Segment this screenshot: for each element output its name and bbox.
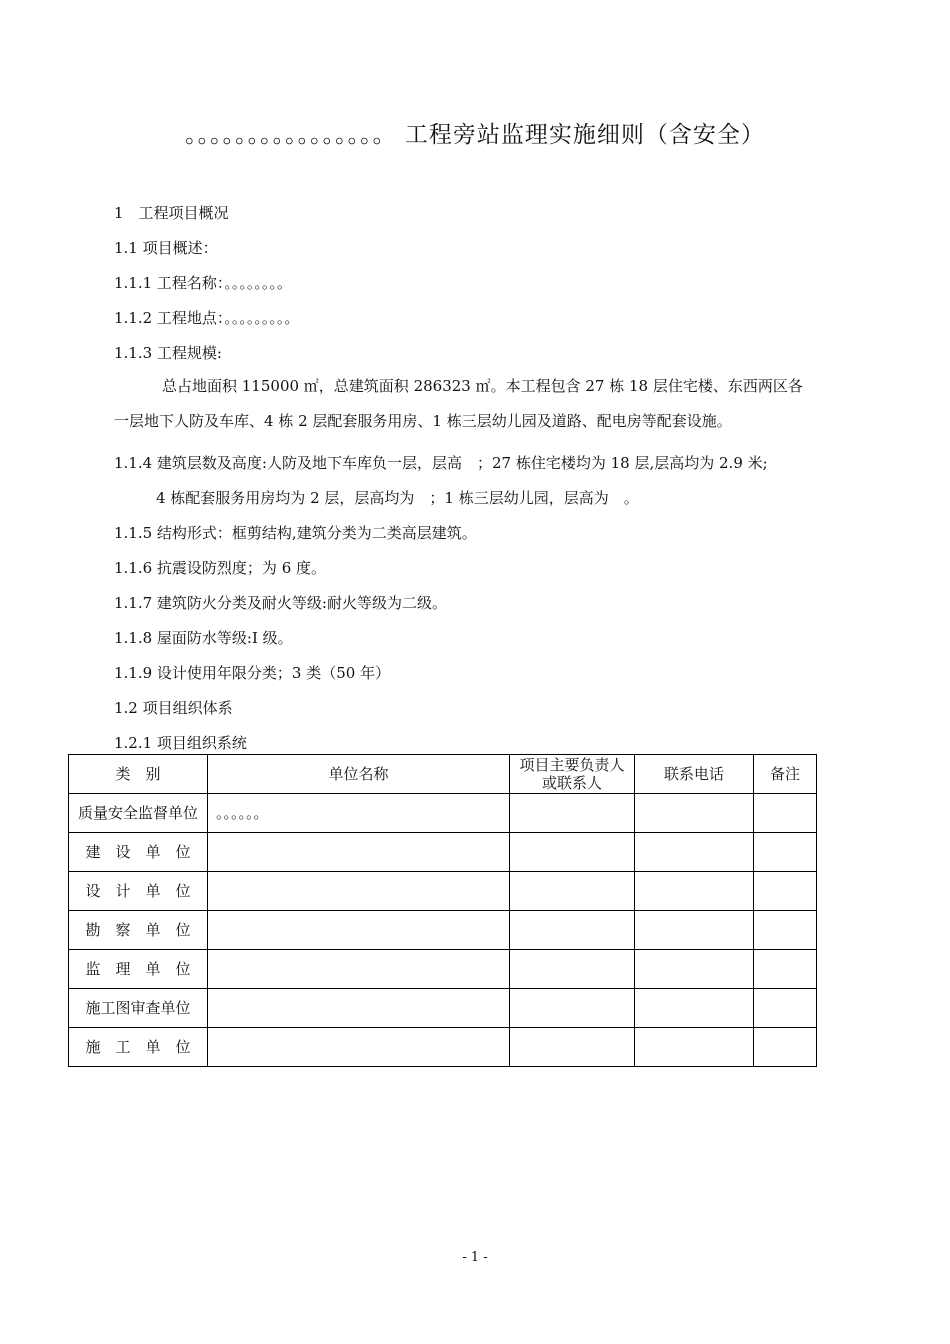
unit-name-cell	[208, 989, 510, 1028]
fire-rating: 1.1.7 建筑防火分类及耐火等级:耐火等级为二级。	[114, 594, 447, 612]
remarks-cell	[754, 911, 817, 950]
phone-cell	[635, 794, 754, 833]
project-scale-text-1: 总占地面积 115000 ㎡，总建筑面积 286323 ㎡。本工程包含 27 栋 18 层住宅楼、东西两区各	[162, 377, 803, 395]
table-row	[69, 950, 817, 989]
org-system-heading: 1.2 项目组织体系	[114, 699, 233, 717]
contact-cell	[510, 833, 635, 872]
header-category: 类 别	[69, 755, 208, 794]
category-cell: 施工图审查单位	[69, 989, 208, 1028]
project-scale-text-2: 一层地下人防及车库、4 栋 2 层配套服务用房、1 栋三层幼儿园及道路、配电房等配套设施。	[114, 412, 732, 430]
table-row	[69, 1028, 817, 1067]
header-phone: 联系电话	[635, 755, 754, 794]
contact-cell	[510, 911, 635, 950]
contact-cell	[510, 989, 635, 1028]
category-cell: 建 设 单 位	[69, 833, 208, 872]
project-name: 1.1.1 工程名称：。。。。。。。。	[114, 274, 292, 292]
building-height-2: 4 栋配套服务用房均为 2 层，层高均为 ；1 栋三层幼儿园，层高为 。	[156, 489, 639, 507]
table-row	[69, 911, 817, 950]
phone-cell	[635, 911, 754, 950]
phone-cell	[635, 950, 754, 989]
contact-cell	[510, 794, 635, 833]
building-height-1: 1.1.4 建筑层数及高度:人防及地下车库负一层，层高 ；27 栋住宅楼均为 18 层,层高均为 2.9 米;	[114, 454, 768, 472]
contact-cell	[510, 1028, 635, 1067]
subsection-heading: 1.1 项目概述：	[114, 239, 218, 257]
header-unit-name: 单位名称	[208, 755, 510, 794]
unit-name-cell	[208, 1028, 510, 1067]
category-cell: 监 理 单 位	[69, 950, 208, 989]
org-system-subheading: 1.2.1 项目组织系统	[114, 734, 247, 752]
unit-name-cell	[208, 872, 510, 911]
remarks-cell	[754, 794, 817, 833]
remarks-cell	[754, 833, 817, 872]
table-header-row	[69, 755, 817, 794]
page-number: - 1 -	[462, 1250, 488, 1265]
project-organization-table	[68, 754, 817, 1067]
table-row	[69, 872, 817, 911]
project-location: 1.1.2 工程地点：。。。。。。。。。	[114, 309, 300, 327]
category-cell: 质量安全监督单位	[69, 794, 208, 833]
remarks-cell	[754, 1028, 817, 1067]
table-row	[69, 794, 817, 833]
unit-name-cell: 。。。。。。	[208, 794, 510, 833]
phone-cell	[635, 872, 754, 911]
phone-cell	[635, 833, 754, 872]
unit-name-cell	[208, 833, 510, 872]
unit-name-cell	[208, 950, 510, 989]
section-heading: 1 工程项目概况	[114, 204, 229, 222]
structure-type: 1.1.5 结构形式：框剪结构,建筑分类为二类高层建筑。	[114, 524, 477, 542]
roof-waterproof-grade: 1.1.8 屋面防水等级:Ⅰ 级。	[114, 629, 293, 647]
category-cell: 设 计 单 位	[69, 872, 208, 911]
remarks-cell	[754, 950, 817, 989]
unit-name-cell	[208, 911, 510, 950]
remarks-cell	[754, 872, 817, 911]
header-contact-person: 项目主要负责人或联系人	[510, 755, 635, 794]
phone-cell	[635, 989, 754, 1028]
category-cell: 勘 察 单 位	[69, 911, 208, 950]
document-title: 。。。。。。。。。。。。。。。。 工程旁站监理实施细则（含安全）	[185, 122, 765, 148]
phone-cell	[635, 1028, 754, 1067]
remarks-cell	[754, 989, 817, 1028]
contact-cell	[510, 950, 635, 989]
table-row	[69, 833, 817, 872]
category-cell: 施 工 单 位	[69, 1028, 208, 1067]
header-remarks: 备注	[754, 755, 817, 794]
design-life: 1.1.9 设计使用年限分类；3 类（50 年）	[114, 664, 391, 682]
contact-cell	[510, 872, 635, 911]
project-scale-heading: 1.1.3 工程规模:	[114, 344, 222, 362]
table-row	[69, 989, 817, 1028]
seismic-intensity: 1.1.6 抗震设防烈度；为 6 度。	[114, 559, 327, 577]
